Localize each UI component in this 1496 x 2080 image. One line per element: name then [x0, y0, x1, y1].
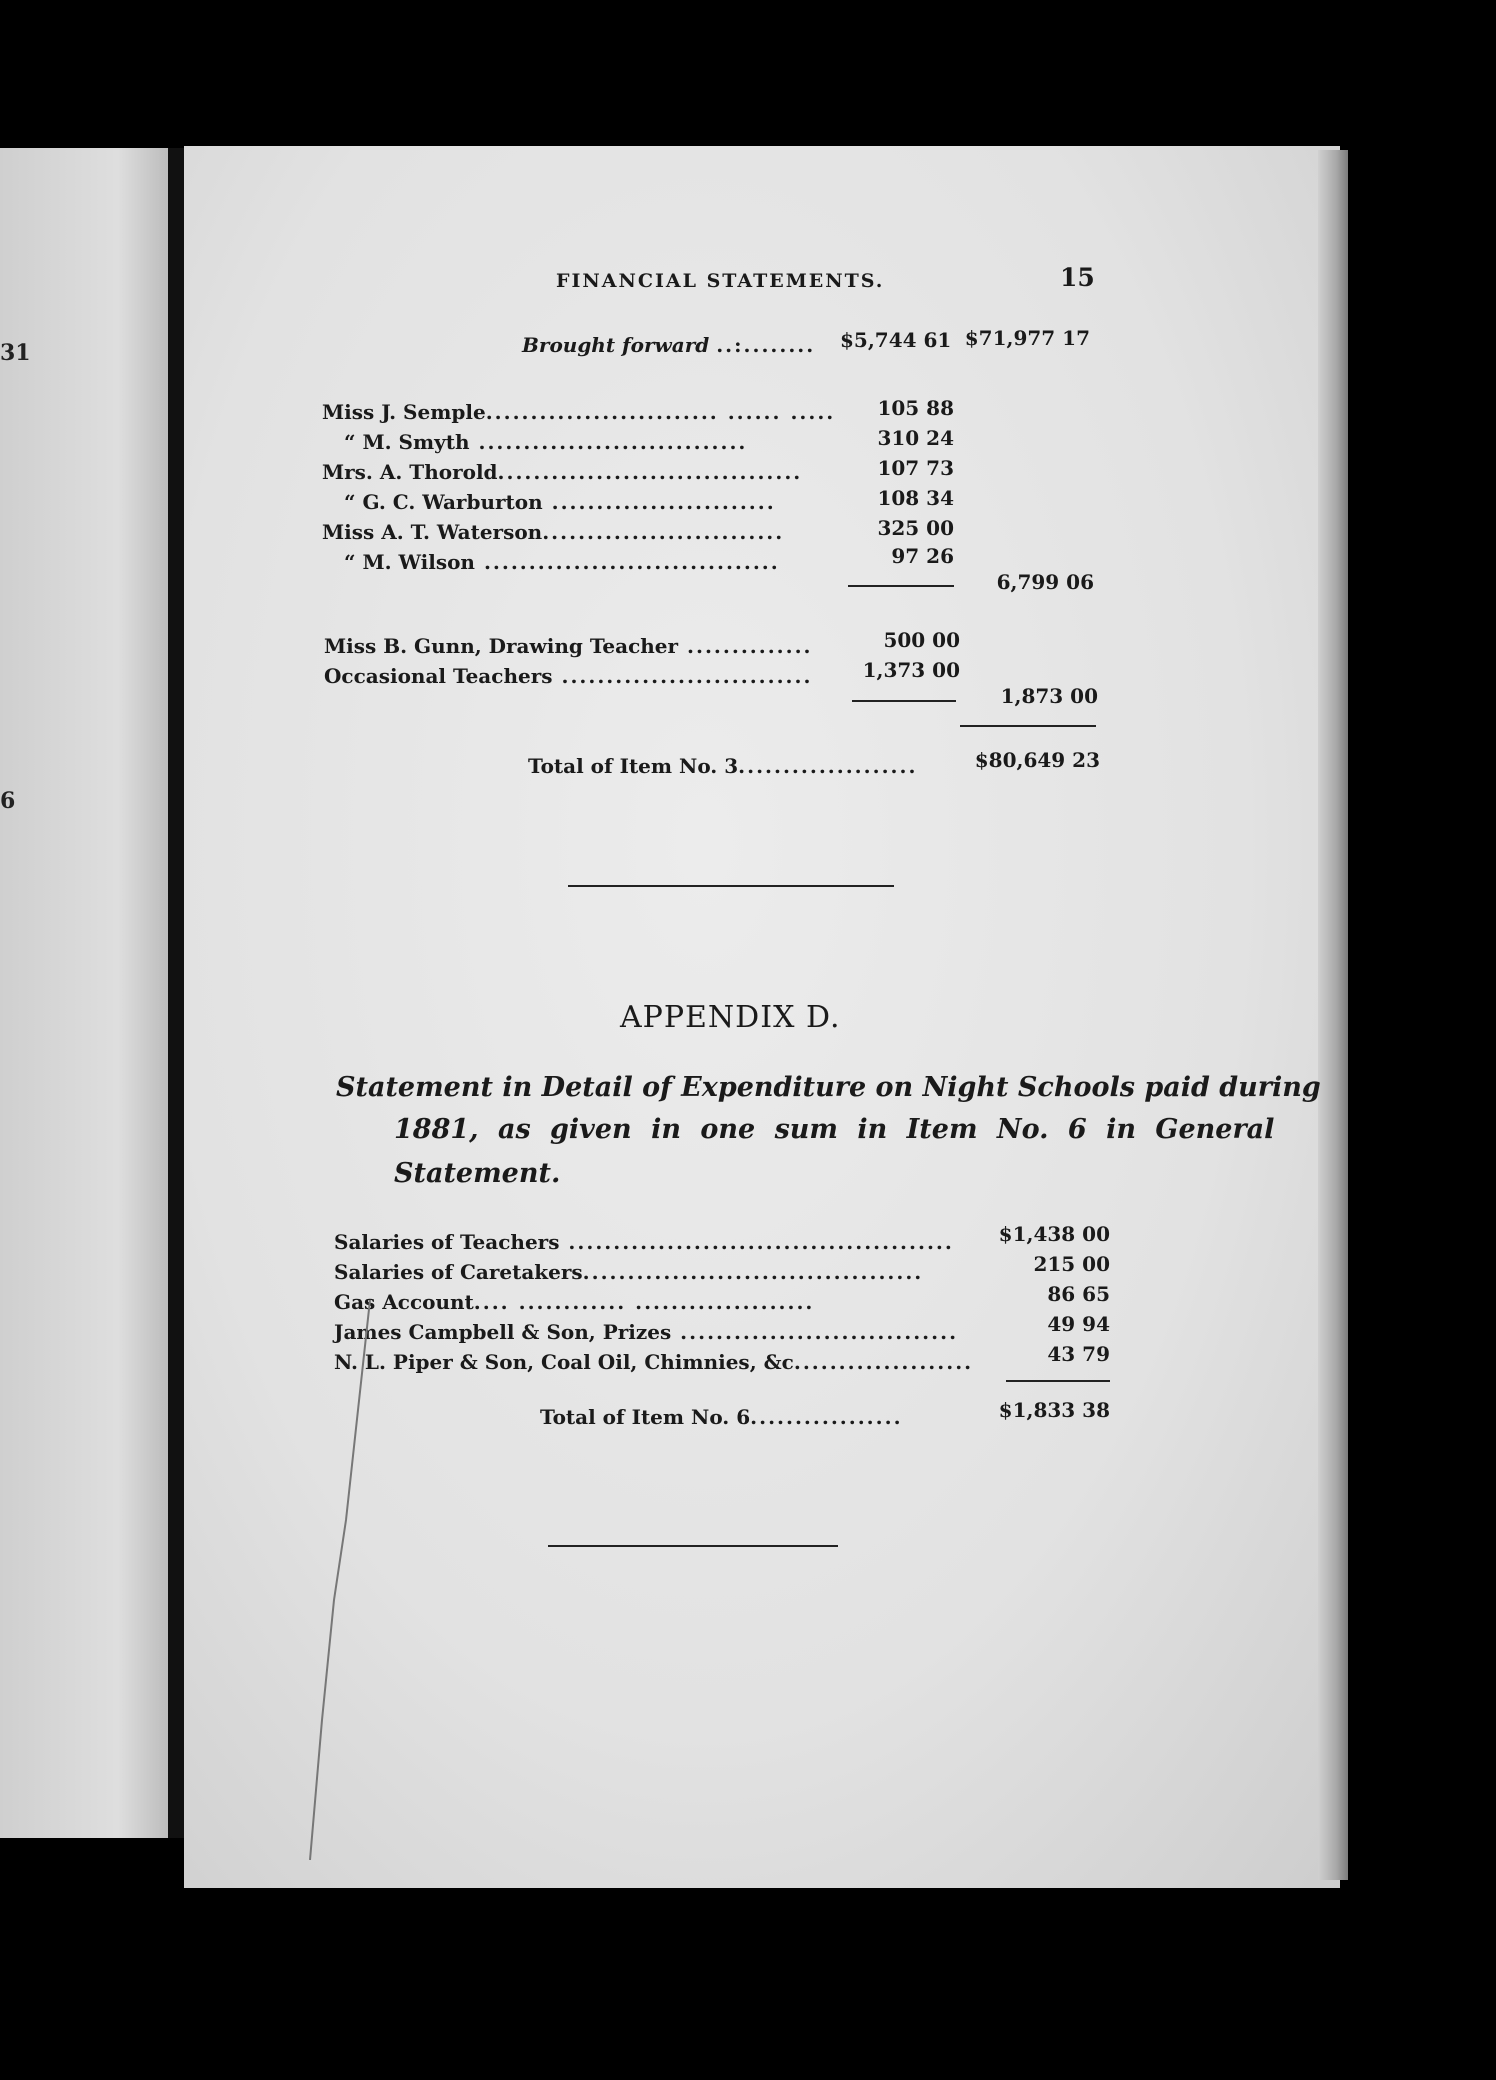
- expense-row: Salaries of Teachers ...........................................: [334, 1230, 954, 1254]
- teacher-amount: 107 73: [877, 456, 954, 480]
- expense-label: Gas Account: [334, 1290, 474, 1314]
- statement-line: Statement.: [394, 1158, 561, 1189]
- brought-forward-row: Brought forward ..:........: [522, 333, 816, 357]
- other-amount: 1,373 00: [862, 658, 960, 682]
- teacher-row: Miss J. Semple.......................... ...... .....: [322, 400, 836, 424]
- item3-total-amount: $80,649 23: [974, 748, 1100, 772]
- left-page-fragment: 31: [0, 340, 31, 366]
- expense-row: Salaries of Caretakers......................................: [334, 1260, 924, 1284]
- expense-label: N. L. Piper & Son, Coal Oil, Chimnies, &c: [334, 1350, 794, 1374]
- teacher-name: “ M. Wilson: [344, 550, 475, 574]
- brought-forward-col2: $71,977 17: [964, 326, 1090, 350]
- teacher-row: Mrs. A. Thorold..................................: [322, 460, 803, 484]
- teacher-name: “ G. C. Warburton: [344, 490, 543, 514]
- appendix-title: APPENDIX D.: [620, 1000, 841, 1035]
- teacher-row: “ M. Smyth ..............................: [344, 430, 748, 454]
- expense-row: Gas Account.... ............ ....................: [334, 1290, 815, 1314]
- teacher-name: Miss A. T. Waterson: [322, 520, 543, 544]
- expense-label: James Campbell & Son, Prizes: [334, 1320, 672, 1344]
- teacher-amount: 108 34: [877, 486, 954, 510]
- subtotal-rule: [852, 700, 956, 702]
- section-divider: [548, 1545, 838, 1547]
- left-page-fragment: 6: [0, 788, 16, 814]
- teacher-row: “ M. Wilson .................................: [344, 550, 780, 574]
- item6-total-row: Total of Item No. 6.................: [540, 1405, 903, 1429]
- others-subtotal: 1,873 00: [1000, 684, 1098, 708]
- left-page-edge: [0, 148, 168, 1838]
- teacher-row: “ G. C. Warburton .........................: [344, 490, 776, 514]
- teacher-amount: 105 88: [877, 396, 954, 420]
- item6-total-label: Total of Item No. 6: [540, 1405, 751, 1429]
- expense-row: N. L. Piper & Son, Coal Oil, Chimnies, &c....................: [334, 1350, 974, 1374]
- expense-label: Salaries of Teachers: [334, 1230, 560, 1254]
- paper-crack: [296, 1300, 376, 1860]
- statement-line: 1881, as given in one sum in Item No. 6 in General: [394, 1114, 1275, 1145]
- brought-forward-col1: $5,744 61: [840, 328, 952, 352]
- other-row: Miss B. Gunn, Drawing Teacher ..............: [324, 634, 813, 658]
- subtotal-rule: [848, 585, 954, 587]
- brought-forward-label: Brought forward: [522, 333, 710, 357]
- expense-amount: $1,438 00: [998, 1222, 1110, 1246]
- page-number: 15: [1060, 263, 1095, 292]
- teachers-subtotal: 6,799 06: [996, 570, 1094, 594]
- teacher-amount: 325 00: [877, 516, 954, 540]
- expense-row: James Campbell & Son, Prizes ...............................: [334, 1320, 959, 1344]
- teacher-amount: 310 24: [877, 426, 954, 450]
- item3-total-label: Total of Item No. 3: [528, 754, 739, 778]
- total-rule: [960, 725, 1096, 727]
- expense-amount: 49 94: [1047, 1312, 1110, 1336]
- binding-gutter: [168, 148, 184, 1838]
- expense-amount: 86 65: [1047, 1282, 1110, 1306]
- statement-line: Statement in Detail of Expenditure on Night Schools paid during: [336, 1072, 1321, 1103]
- teacher-row: Miss A. T. Waterson...........................: [322, 520, 785, 544]
- teacher-name: “ M. Smyth: [344, 430, 470, 454]
- expense-amount: 215 00: [1033, 1252, 1110, 1276]
- teacher-name: Mrs. A. Thorold: [322, 460, 498, 484]
- other-amount: 500 00: [883, 628, 960, 652]
- teacher-amount: 97 26: [891, 544, 954, 568]
- item6-total-amount: $1,833 38: [998, 1398, 1110, 1422]
- other-row: Occasional Teachers ............................: [324, 664, 813, 688]
- teacher-name: Miss J. Semple: [322, 400, 486, 424]
- running-title: FINANCIAL STATEMENTS.: [556, 270, 885, 292]
- page-edge-shadow: [1318, 150, 1348, 1880]
- expense-amount: 43 79: [1047, 1342, 1110, 1366]
- expense-label: Salaries of Caretakers: [334, 1260, 583, 1284]
- other-label: Miss B. Gunn, Drawing Teacher: [324, 634, 679, 658]
- total-rule: [1006, 1380, 1110, 1382]
- section-divider: [568, 885, 894, 887]
- item3-total-row: Total of Item No. 3....................: [528, 754, 918, 778]
- other-label: Occasional Teachers: [324, 664, 553, 688]
